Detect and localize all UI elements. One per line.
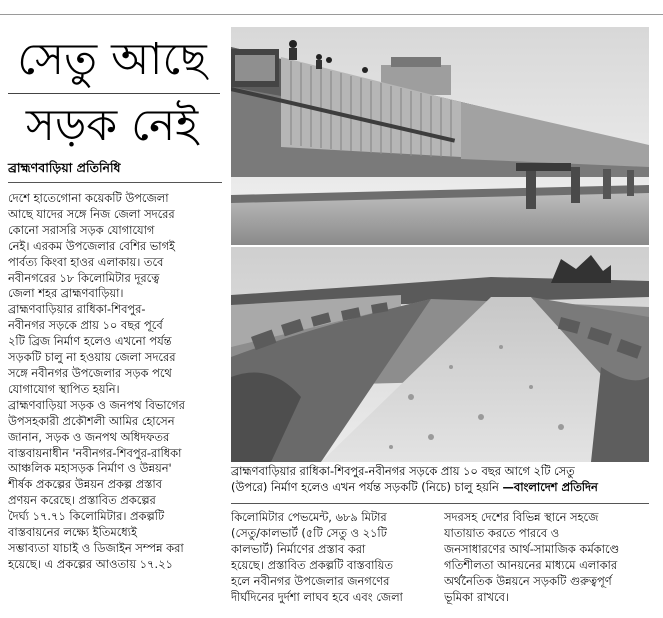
article-text-line: দীর্ঘদিনের দুর্দশা লাঘব হবে এবং জেলা	[231, 589, 403, 604]
article-text-line: দেশে হাতেগোনা কয়েকটি উপজেলা	[8, 191, 169, 205]
article-text-line: বাস্তবায়নের লক্ষ্যে ইতিমধ্যেই	[8, 525, 137, 540]
caption-line-1: ব্রাহ্মণবাড়িয়ার রাধিকা-শিবপুর-নবীনগর সড়কে প্রায় ১০ বছর আগে ২টি সেতু	[231, 464, 575, 478]
top-rule	[0, 14, 663, 15]
article-text-line: নেই। এরকম উপজেলার বেশির ভাগই	[8, 238, 175, 253]
caption-line-2	[231, 479, 649, 495]
article-text-line: কিলোমিটার পেভমেন্ট, ৬৮৯ মিটার	[231, 510, 387, 524]
article-text-line: ব্রাহ্মণবাড়িয়ার রাধিকা-শিবপুর-	[8, 302, 146, 317]
article-text-line: নবীনগর সড়কে প্রায় ১০ বছর পূর্বে	[8, 318, 163, 333]
article-text-line: ২টি ব্রিজ নির্মাণ হলেও এখনো পর্যন্ত	[8, 334, 172, 349]
caption-line-2-text: (উপরে) নির্মাণ হলেও এখন পর্যন্ত সড়কটি (নিচে) চালু হয়নি	[231, 480, 499, 494]
article-text-line: গতিশীলতা আনয়নের মাধ্যমে এলাকার	[444, 557, 618, 572]
article-text-line: ব্রাহ্মণবাড়িয়া সড়ক ও জনপথ বিভাগের	[8, 397, 185, 412]
caption-credit: —বাংলাদেশ প্রতিদিন	[502, 480, 598, 494]
article-text-line: (সেতু/কালভার্ট (৫টি সেতু ও ২১টি	[231, 525, 387, 540]
article-text-line: প্রণয়ন করেছে। প্রস্তাবিত প্রকল্পের	[8, 493, 156, 508]
article-text-line: জানান, সড়ক ও জনপথ অধিদফতর	[8, 429, 170, 444]
article-text-line: যাতায়াত করতে পারবে ও	[444, 525, 560, 540]
article-text-line: জনসাধারণের আর্থ-সামাজিক কর্মকাণ্ডে	[444, 541, 620, 556]
article-text-line: ভূমিকা রাখবে।	[444, 589, 510, 604]
byline-divider	[8, 182, 222, 183]
article-text-line: কোনো সরাসরি সড়ক যোগাযোগ	[8, 222, 155, 237]
photo-caption	[231, 463, 649, 495]
article-text-line: সম্ভাব্যতা যাচাই ও ডিজাইন সম্পন্ন করা	[8, 540, 184, 555]
headline-divider	[8, 93, 220, 94]
article-text-line: যোগাযোগ স্থাপিত হয়নি।	[8, 381, 120, 396]
article-column-1	[8, 191, 224, 573]
article-text-line: দৈর্ঘ্য ১৭.৭১ কিলোমিটার। প্রকল্পটি	[8, 509, 165, 524]
article-text-line: নবীনগরের ১৮ কিলোমিটার দূরত্বে	[8, 270, 160, 285]
caption-divider	[231, 503, 649, 504]
article-text-line: হলে নবীনগর উপজেলার জনগণের	[231, 573, 390, 588]
article-text-line: সদরসহ দেশের বিভিন্ন স্থানে সহজে	[444, 510, 599, 524]
article-text-line: হয়েছে। এ প্রকল্পের আওতায় ১৭.২১	[8, 556, 173, 571]
article-text-line: আঞ্চলিক মহাসড়ক নির্মাণ ও উন্নয়ন'	[8, 461, 172, 476]
road-photo	[231, 247, 649, 462]
article-text-line: সড়কটি চালু না হওয়ায় জেলা সদরের	[8, 350, 176, 365]
article-text-line: শীর্ষক প্রকল্পের উন্নয়ন প্রকল্প প্রস্তাব	[8, 477, 162, 492]
article-text-line: অর্থনৈতিক উন্নয়নে সড়কটি গুরুত্বপূর্ণ	[444, 573, 612, 588]
article-text-line: আছে যাদের সঙ্গে নিজ জেলা সদরের	[8, 206, 175, 221]
article-text-line: হয়েছে। প্রস্তাবিত প্রকল্পটি বাস্তবায়িত	[231, 557, 393, 572]
article-text-line: কালভার্ট) নির্মাণের প্রস্তাব করা	[231, 541, 366, 556]
byline: ব্রাহ্মণবাড়িয়া প্রতিনিধি	[8, 160, 121, 175]
bridge-photo	[231, 27, 649, 245]
headline-line-1: সেতু আছে	[17, 34, 207, 85]
article-text-line: পার্বত্য কিংবা হাওর এলাকায়। তবে	[8, 254, 164, 269]
article-text-line: উপসহকারী প্রকৌশলী আমির হোসেন	[8, 413, 175, 428]
headline-line-2: সড়ক নেই	[25, 100, 199, 151]
article-column-3	[444, 510, 654, 605]
article-text-line: সঙ্গে নবীনগর উপজেলার সড়ক পথে	[8, 365, 172, 380]
article-text-line: জেলা শহর ব্রাহ্মণবাড়িয়া।	[8, 286, 124, 301]
article-column-2	[231, 510, 436, 605]
article-text-line: বাস্তবায়নাধীন 'নবীনগর-শিবপুর-রাধিকা	[8, 445, 182, 460]
